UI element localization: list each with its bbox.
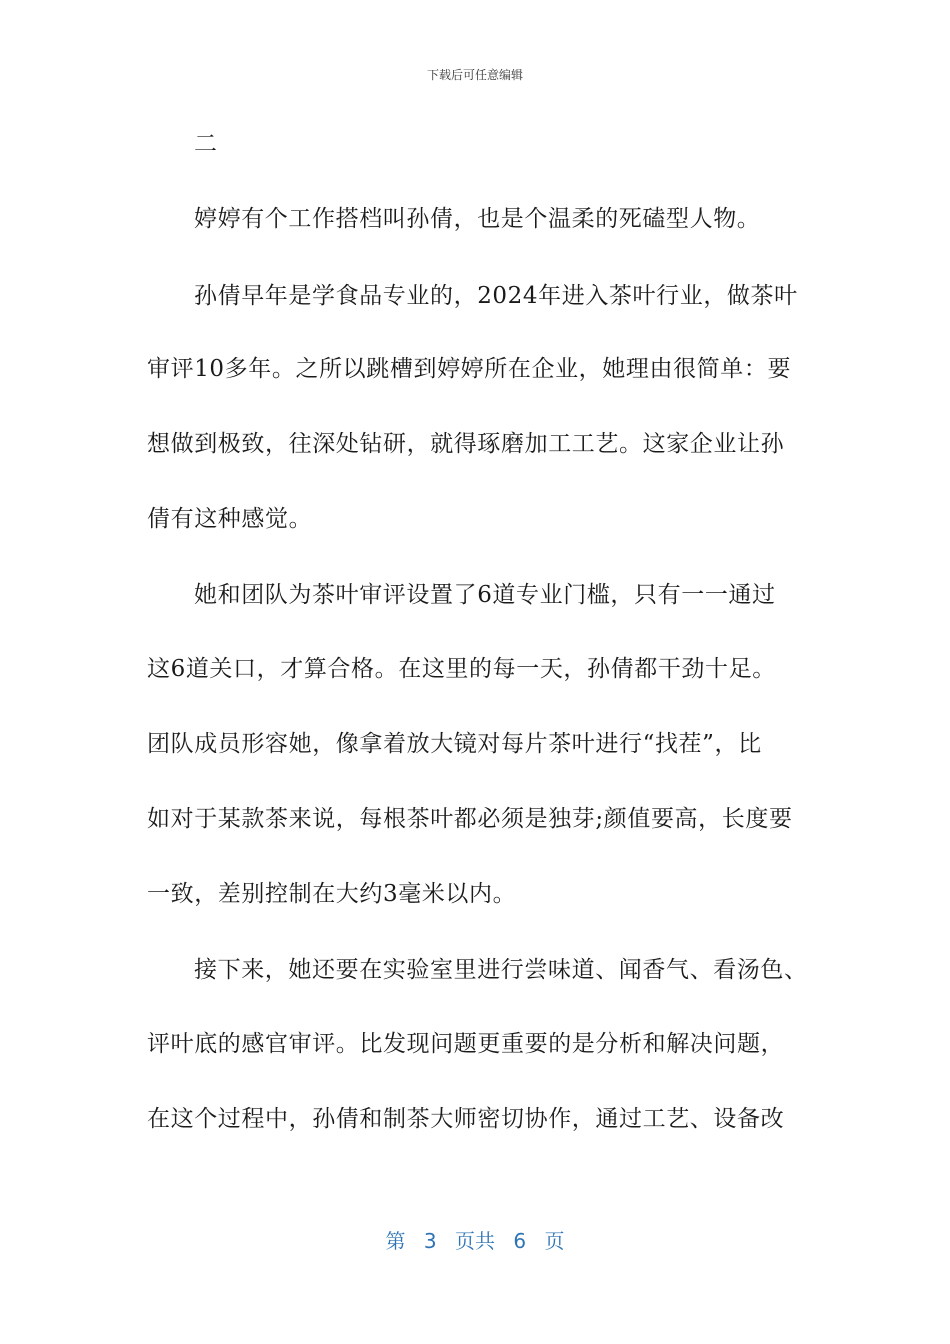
header-note: 下载后可任意编辑: [426, 68, 523, 82]
paragraph-line: 审评10多年。之所以跳槽到婷婷所在企业，她理由很简单：要: [147, 356, 792, 382]
paragraph-line: 在这个过程中，孙倩和制茶大师密切协作，通过工艺、设备改: [147, 1106, 785, 1132]
paragraph-line: 如对于某款茶来说，每根茶叶都必须是独芽;颜值要高，长度要: [147, 806, 793, 832]
footer-suffix: 页: [544, 1229, 565, 1253]
page-number-footer: [0, 1225, 950, 1254]
paragraph-line: 评叶底的感官审评。比发现问题更重要的是分析和解决问题，: [147, 1031, 785, 1057]
paragraph-line: 倩有这种感觉。: [147, 506, 313, 532]
total-page-count: 6: [513, 1229, 527, 1253]
paragraph-line: 一致，差别控制在大约3毫米以内。: [147, 881, 517, 907]
paragraph-line: 团队成员形容她，像拿着放大镜对每片茶叶进行“找茬”，比: [147, 731, 762, 757]
footer-middle: 页共: [455, 1229, 495, 1253]
paragraph-line: 婷婷有个工作搭档叫孙倩，也是个温柔的死磕型人物。: [194, 206, 761, 232]
paragraph-line: 她和团队为茶叶审评设置了6道专业门槛，只有一一通过: [194, 582, 776, 608]
paragraph-line: 这6道关口，才算合格。在这里的每一天，孙倩都干劲十足。: [147, 656, 776, 682]
current-page-number: 3: [423, 1229, 437, 1253]
paragraph-line: 接下来，她还要在实验室里进行尝味道、闻香气、看汤色、: [194, 957, 808, 983]
footer-prefix: 第: [385, 1229, 406, 1253]
paragraph-line: 想做到极致，往深处钻研，就得琢磨加工工艺。这家企业让孙: [147, 431, 785, 457]
section-number: 二: [194, 131, 218, 157]
paragraph-line: 孙倩早年是学食品专业的，2024年进入茶叶行业，做茶叶: [194, 283, 798, 309]
